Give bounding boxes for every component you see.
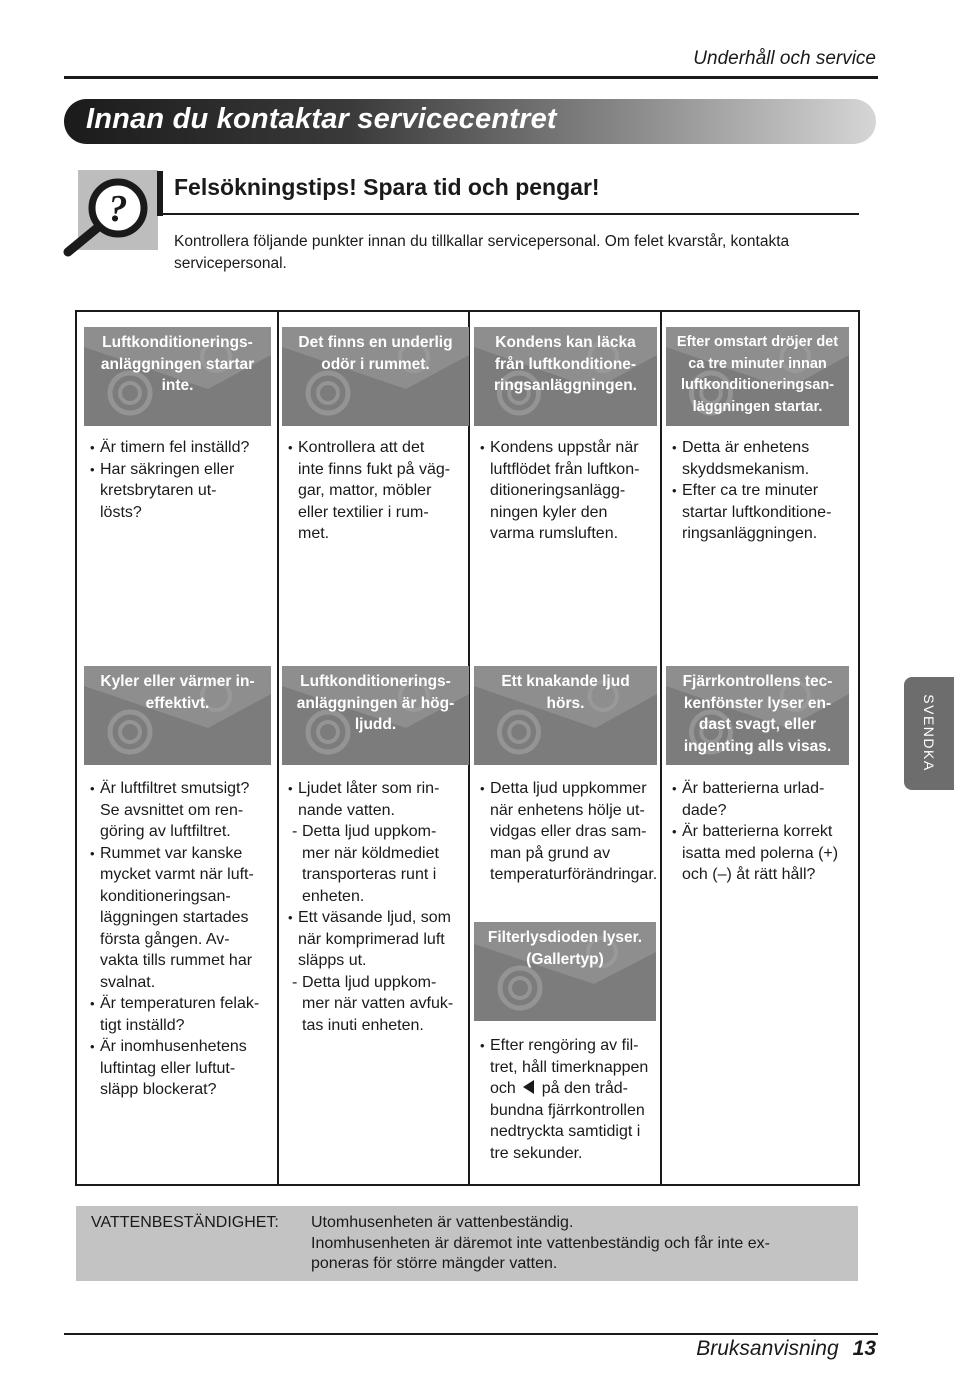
footer — [696, 1337, 876, 1361]
answer-item: • Är luftfiltret smutsigt? Se avsnittet om ren- göring av luftfiltret. — [90, 778, 269, 843]
water-resistance-note — [76, 1206, 858, 1281]
question-text: Ett knakande ljud hörs. — [501, 673, 630, 712]
question-text: Efter omstart dröjer det ca tre minuter innan luftkonditioneringsan- läggningen startar. — [676, 334, 839, 415]
answer-list — [288, 437, 467, 545]
answer-item: • Ett väsande ljud, som när komprimerad luft släpps ut. — [288, 907, 467, 972]
question-box — [84, 327, 271, 426]
answer-item: • Rummet var kanske mycket varmt när luft- konditioneringsan- läggningen startades första gången. Av- vakta tills rummet har svalnat. — [90, 843, 269, 994]
answer-item: • Efter rengöring av fil- tret, håll timerknappen och på den tråd- bundna fjärrkontrollen nedtryckta samtidigt i tre sekunder. — [480, 1035, 655, 1164]
answer-item: - Detta ljud uppkom- mer när vatten avfuk- tas inuti enheten. — [288, 972, 467, 1037]
answer-list — [90, 778, 269, 1101]
answer-item: • Detta ljud uppkommer när enhetens hölje ut- vidgas eller dras sam- man på grund av temperaturförändringar. — [480, 778, 655, 886]
answer-item: - Detta ljud uppkom- mer när köldmediet transporteras runt i enheten. — [288, 821, 467, 907]
question-text: Kondens kan läcka från luftkonditione- ringsanläggningen. — [494, 334, 637, 394]
answer-list — [288, 778, 467, 1036]
question-box — [282, 666, 469, 765]
tips-rule — [160, 213, 859, 215]
answer-item: • Kontrollera att det inte finns fukt på väg- gar, mattor, möbler eller textilier i rum- met. — [288, 437, 467, 545]
svg-text:?: ? — [108, 188, 128, 230]
question-box — [666, 666, 849, 765]
answer-list — [672, 437, 847, 545]
answer-list — [90, 437, 269, 523]
question-text: Det finns en underlig odör i rummet. — [298, 334, 453, 373]
note-label: VATTENBESTÄNDIGHET: — [91, 1214, 279, 1231]
title-bar — [64, 99, 876, 144]
page-title: Innan du kontaktar servicecentret — [86, 103, 557, 135]
answer-list — [480, 437, 655, 545]
tips-title: Felsökningstips! Spara tid och pengar! — [174, 174, 600, 200]
question-box — [474, 327, 657, 426]
answer-item: • Ljudet låter som rin- nande vatten. — [288, 778, 467, 821]
question-text: Filterlysdioden lyser. (Gallertyp) — [487, 929, 643, 968]
answer-item: • Är inomhusenhetens luftintag eller luftut- släpp blockerat? — [90, 1036, 269, 1101]
language-tab[interactable] — [904, 677, 954, 790]
answer-item: • Är timern fel inställd? — [90, 437, 269, 459]
answer-item: • Är batterierna korrekt isatta med polerna (+) och (–) åt rätt håll? — [672, 821, 847, 886]
answer-item: • Kondens uppstår när luftflödet från luftkon- ditioneringsanlägg- ningen kyler den varma rumsluften. — [480, 437, 655, 545]
answer-item: • Är temperaturen felak- tigt inställd? — [90, 993, 269, 1036]
question-box-filter — [474, 922, 656, 1021]
tips-vbar — [157, 171, 163, 216]
left-triangle-icon — [523, 1080, 534, 1094]
answer-item: • Efter ca tre minuter startar luftkonditione- ringsanläggningen. — [672, 480, 847, 545]
column-divider — [660, 312, 662, 1184]
running-head: Underhåll och service — [693, 48, 876, 69]
language-tab-label: SVENDKA — [921, 694, 937, 772]
magnifier-question-icon — [62, 168, 160, 258]
question-box — [666, 327, 849, 426]
answer-item: • Har säkringen eller kretsbrytaren ut- lösts? — [90, 459, 269, 524]
footer-book-title: Bruksanvisning — [696, 1337, 839, 1360]
answer-list-filter — [480, 1035, 655, 1164]
tips-intro: Kontrollera följande punkter innan du tillkallar servicepersonal. Om felet kvarstår, kontakta servicepersonal. — [174, 233, 790, 272]
troubleshooting-grid — [75, 310, 860, 1186]
note-lines: Utomhusenheten är vattenbeständig. Inomhusenheten är däremot inte vattenbeständig och får inte ex- poneras för större mängder vatten. — [311, 1214, 770, 1272]
question-text: Luftkonditionerings- anläggningen startar inte. — [100, 334, 255, 394]
question-text: Kyler eller värmer in- effektivt. — [100, 673, 255, 712]
answer-list — [480, 778, 658, 886]
question-box — [282, 327, 469, 426]
answer-list — [672, 778, 847, 886]
question-text: Luftkonditionerings- anläggningen är hög- ljudd. — [296, 673, 455, 733]
footer-rule — [64, 1333, 878, 1335]
column-divider — [277, 312, 279, 1184]
page-number: 13 — [852, 1337, 876, 1360]
answer-item: • Är batterierna urlad- dade? — [672, 778, 847, 821]
question-text: Fjärrkontrollens tec- kenfönster lyser en- dast svagt, eller ingenting alls visas. — [682, 673, 833, 755]
answer-item: • Detta är enhetens skyddsmekanism. — [672, 437, 847, 480]
header-rule — [64, 76, 878, 79]
question-box — [474, 666, 657, 765]
question-box — [84, 666, 271, 765]
